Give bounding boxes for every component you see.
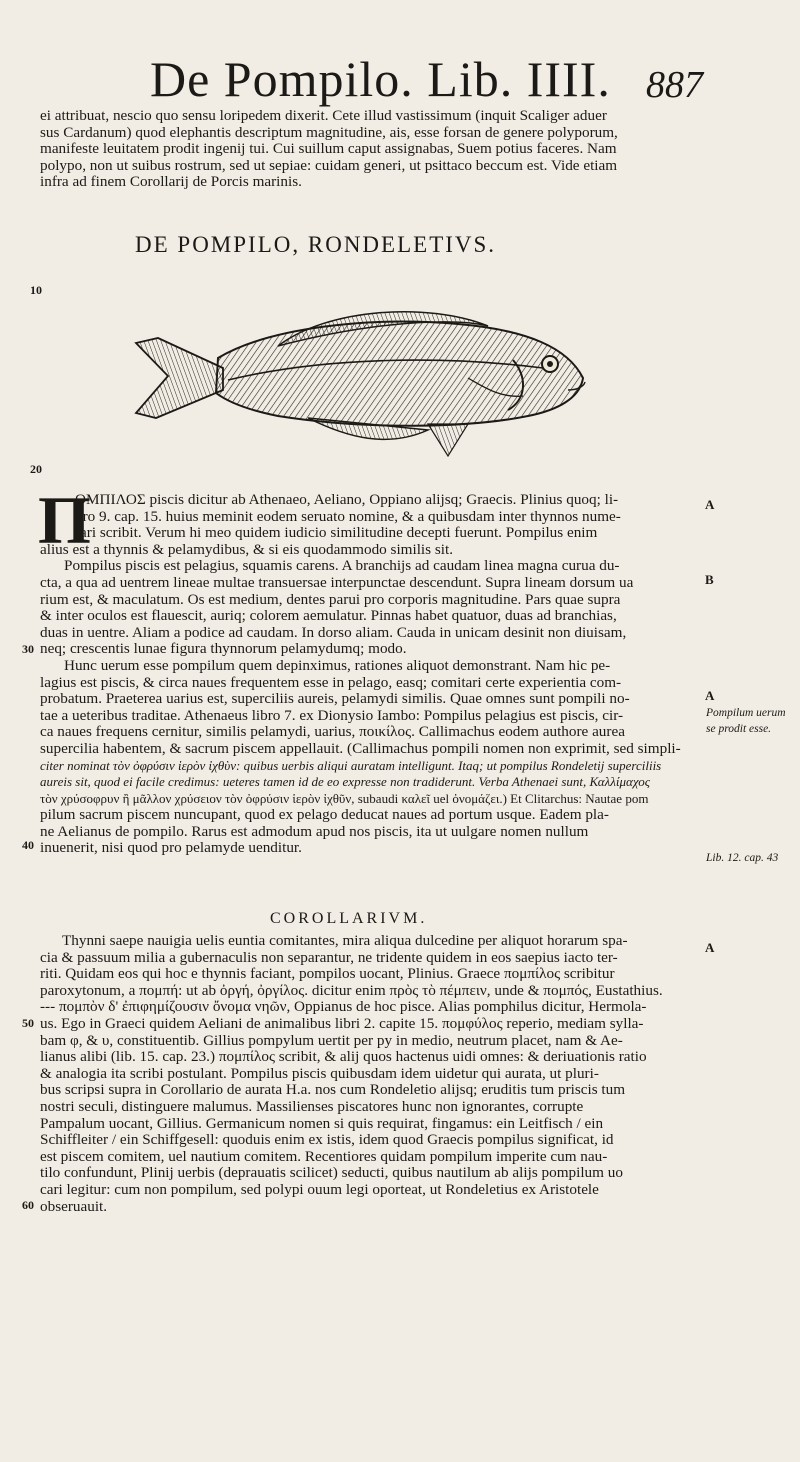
text-line: aureis sit, quod ei facile credimus: ueteres tamen id de eo expresse non tradiderunt. Verba Athenaei sunt, Καλλίμαχος (40, 774, 651, 790)
line-number: 60 (22, 1198, 34, 1212)
text-line: obseruauit. (40, 1197, 108, 1215)
text-line: & inter oculos est flauescit, auriq; colorem aemulatur. Pinnas habet quatuor, duas ad branchias, (40, 607, 617, 625)
margin-note: se prodit esse. (706, 723, 772, 735)
text-line: cari legitur: cum non pompilum, sed polypi ouum legi oporteat, ut Rondeletius ex Aristotele (40, 1180, 599, 1198)
text-line: alius est a thynnis & pelamydibus, & si eis quodammodo similis sit. (40, 540, 454, 558)
text-line: Pampalum uocant, Gillius. Germanicum nomen si quis requirat, fingamus: ein Leitfisch / ein (40, 1114, 604, 1132)
margin-letter: A (705, 688, 715, 703)
line-number: 10 (30, 283, 42, 297)
text-line: Schiffleiter / ein Schiffgesell: quoduis enim ex istis, idem quod Graecis pompilus significat, id (40, 1131, 614, 1149)
margin-letter: B (705, 572, 714, 587)
text-line: infra ad finem Corollarij de Porcis marinis. (40, 173, 302, 191)
text-line: Pompilus piscis est pelagius, squamis carens. A branchijs ad caudam linea magna curua du- (64, 557, 620, 575)
page-number: 887 (646, 64, 703, 106)
line-number: 20 (30, 462, 42, 476)
text-line: bus scripsi supra in Corollario de aurata H.a. nos cum Rondeletio alijsq; eruditis tum priscis tum (40, 1081, 626, 1099)
line-number: 30 (22, 642, 34, 656)
text-line: supercilia habentem, & sacrum piscem appellauit. (Callimachus pompili nomen non exprimit, sed simpli- (40, 739, 681, 757)
corollary-heading: COROLLARIVM. (270, 910, 428, 927)
text-line: cta, a qua ad uentrem lineae multae transuersae interpunctae descendunt. Supra lineam dorsum ua (40, 573, 634, 591)
text-line: riti. Quidam eos qui hoc e thynnis faciant, pompilos uocant, Plinius. Graece πομπίλος scribitur (40, 965, 615, 983)
text-line: rari scribit. Verum hi meo quidem iudicio similitudine decepti fuerunt. Pompilus enim (75, 524, 598, 542)
text-line: --- πομπὸν δ' ἐπιφημίζουσιν ὄνομα νηῶν, Oppianus de hoc pisce. Alias pomphilus dicitur, Hermola- (40, 998, 647, 1016)
text-line: inuenerit, nisi quod pro pelamyde uenditur. (40, 839, 302, 857)
text-line: probatum. Praeterea uarius est, superciliis aureis, pelamydi similis. Quae omnes sunt pompili no- (40, 690, 630, 708)
main-text (38, 482, 705, 857)
text-line: ei attribuat, nescio quo sensu loripedem dixerit. Cete illud vastissimum (inquit Scaliger aduer (40, 107, 607, 124)
text-line: cia & passuum milia a gubernaculis non separantur, ne tridente quidem in eos saepius iacto ter- (40, 948, 618, 966)
margin-letter: A (705, 497, 715, 512)
line-number: 50 (22, 1016, 34, 1030)
text-line: & analogia ita scribi postulant. Pompilus piscis quibusdam idem uidetur qui aurata, ut pluri- (40, 1064, 599, 1082)
text-line: paroxytonum, a πομπή: ut ab ὀργή, ὀργίλος. dicitur enim πρὸς τὸ πέμπειν, unde & πομπός, Eustathius. (40, 981, 663, 999)
line-number: 40 (22, 838, 34, 852)
text-line: ne Aelianus de pompilo. Rarus est admodum apud nos piscis, ita ut uulgare nomen nullum (40, 822, 589, 840)
text-line: polypo, non ut suibus rostrum, sed ut sepiae: cuidam generi, ut psittaco beccum est. Vide etiam (40, 156, 618, 174)
margin-note: Pompilum uerum (706, 707, 786, 719)
page-header (0, 44, 800, 114)
text-line: Thynni saepe nauigia uelis euntia comitantes, mira aliqua dulcedine per aliquot horarum spa- (62, 932, 628, 949)
text-line: bam φ, & υ, constituentib. Gillius pompylum uertit per py in medio, neutrum placet, nam & Ae- (40, 1031, 623, 1049)
text-line: τὸν χρύσοφρυν ἢ μᾶλλον χρύσειον τὸν ὀφρύσιν ἱερὸν ἰχθῦν, subaudi καλεῖ uel ὀνομάζει.) Et Clitarchus: Nautae pom (40, 790, 649, 806)
text-line: lianus alibi (lib. 15. cap. 23.) πομπίλος scribit, & alij quos hactenus uidi omnes: & deriuationis ratio (40, 1048, 647, 1066)
text-line: ca naues frequens cernitur, similis pelamydi, uarius, ποικίλος. Callimachus eodem authore aurea (40, 723, 625, 741)
text-line: manifeste leuitatem prodit ingenij tui. Cui suillum caput assignabas, Suem potius faceres. Nam (40, 140, 617, 158)
text-line: ΟΜΠΙΛΟΣ piscis dicitur ab Athenaeo, Aeliano, Oppiano alijsq; Graecis. Plinius quoq; li- (75, 491, 619, 508)
running-title: De Pompilo. Lib. IIII. (150, 51, 611, 107)
corollary-text (40, 933, 705, 1215)
text-line: neq; crescentis lunae figura thynnorum pelamydumq; modo. (40, 640, 407, 658)
text-line: lagius est piscis, & circa naues frequentem esse in pelago, easq; comitari certe experientia com- (40, 673, 622, 691)
text-line: citer nominat τὸν ὀφρύσιν ἱερὸν ἰχθὺν: quibus uerbis aliqui auratam intelligunt. Itaq; ut pompilus Rondeletij superciliis (40, 757, 662, 773)
text-line: tae a ueteribus traditae. Athenaeus libro 7. ex Dionysio Iambo: Pompilus pelagius est piscis, cir- (40, 706, 624, 724)
text-line: rium est, & maculatum. Os est medium, dentes parui pro corporis magnitudine. Pars quae supra (40, 590, 621, 608)
text-line: nostri seculi, distinguere malumus. Massilienses piscatores hunc non ignorantes, corrupte (40, 1097, 584, 1115)
text-line: duas in uentre. Aliam a podice ad caudam. In dorso aliam. Cauda in unicam desinit non diuisam, (40, 623, 627, 641)
text-line: Hunc uerum esse pompilum quem depinximus, rationes aliquot demonstrant. Nam hic pe- (64, 656, 611, 674)
text-line: est piscem comitem, uel nautium comitem. Recentiores quidam pompilum imperite cum nau- (40, 1147, 608, 1165)
drop-capital: Π (38, 482, 91, 558)
fish-woodcut-illustration (128, 298, 593, 473)
text-line: pilum sacrum piscem nuncupant, quod ex pelago deducat naues ad portum usque. Eadem pla- (40, 806, 609, 824)
section-heading: DE POMPILO, RONDELETIVS. (135, 232, 497, 257)
margin-note: Lib. 12. cap. 43 (706, 852, 779, 864)
text-line: bro 9. cap. 15. huius meminit eodem seruato nomine, & a quibusdam inter thynnos nume- (75, 507, 621, 525)
text-line: tilo confundunt, Plinij uerbis (deprauatis scilicet) seducti, quibus nautilum ab alijs pompilum uo (40, 1164, 623, 1182)
text-line: sus Cardanum) quod elephantis descriptum magnitudine, ais, esse forsan de genere polyporum, (40, 123, 618, 141)
intro-paragraph (40, 108, 705, 191)
margin-letter: A (705, 940, 715, 955)
text-line: us. Ego in Graeci quidem Aeliani de animalibus libri 2. capite 15. πομφύλος reperio, mediam sylla- (40, 1014, 644, 1032)
